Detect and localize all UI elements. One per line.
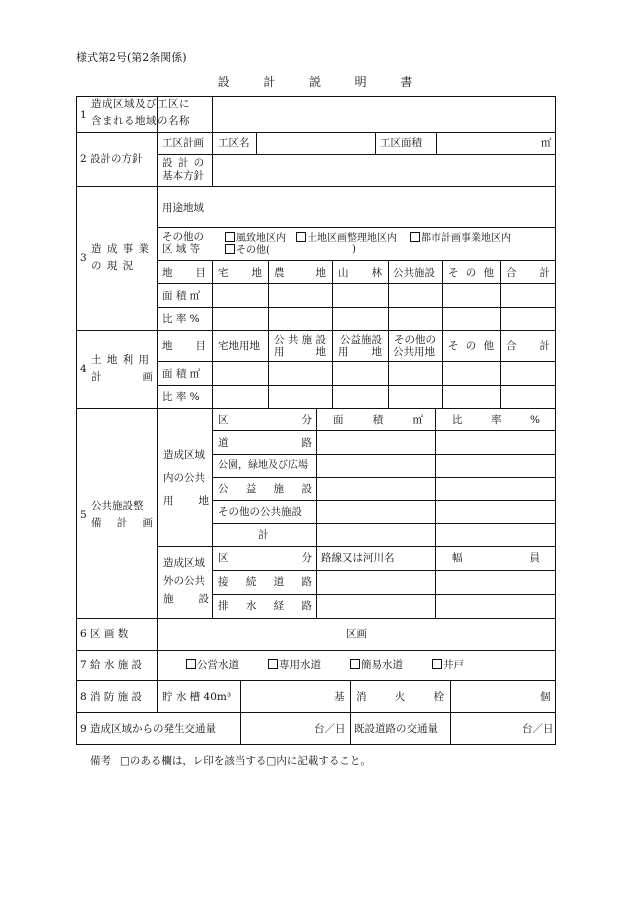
row5-item: その他の公共施設 [218, 506, 302, 518]
checkbox-icon[interactable] [186, 659, 196, 669]
row3-col-header: 合 計 [506, 267, 550, 279]
checkbox-icon[interactable] [410, 232, 420, 242]
title-char: 書 [400, 75, 413, 89]
checkbox-icon[interactable] [268, 659, 278, 669]
row3-label-line1: 造 成 事 業 [91, 243, 151, 255]
row3-area-row-label: 面 積 ㎡ [162, 290, 201, 302]
row7-opt[interactable] [268, 659, 321, 672]
row2-area-label: 工区面積 [380, 137, 422, 149]
row1-label-line2: 含まれる地域の名称 [91, 115, 190, 127]
title-char: 設 [217, 75, 230, 89]
row5-item-total: 計 [258, 529, 269, 541]
opt-label: その他( [236, 245, 270, 256]
opt-label: 都市計画事業地区内 [421, 233, 511, 244]
row3-other-line2: 区 域 等 [162, 243, 201, 255]
opt-label: 公営水道 [197, 659, 239, 671]
opt-label: 専用水道 [279, 659, 321, 671]
row4-number: 4 [80, 363, 87, 375]
row4-area-row-label: 面 積 ㎡ [162, 368, 201, 380]
row4-label-line2: 計 画 [91, 371, 153, 383]
opt-label: 土地区画整理地区内 [307, 233, 397, 244]
row3-opt-readjust[interactable] [296, 232, 397, 246]
row5-outer-item: 排 水 経 路 [218, 600, 312, 612]
row1-input[interactable] [213, 97, 555, 132]
row7-opt[interactable] [350, 659, 403, 672]
row8-hydrant-label: 消 火 栓 [356, 691, 444, 703]
row5-outer-line2: 外の公共 [163, 575, 205, 587]
checkbox-icon[interactable] [225, 232, 235, 242]
row3-opt-other-close: ) [352, 244, 356, 255]
row4-col-header: 宅地用地 [218, 340, 260, 352]
row4-col-header: 公 共 施 設 [274, 334, 327, 346]
row8-tank-unit: 基 [334, 691, 345, 703]
row5-outer-item: 接 続 道 路 [218, 576, 312, 588]
note-text: □のある欄は，レ印を該当する□内に記載すること。 [120, 755, 371, 767]
row5-item: 公 益 施 設 [218, 483, 312, 495]
row3-col-header: そ の 他 [448, 267, 494, 279]
row4-col-header: 公益施設 [340, 334, 382, 346]
row5-header-ratio: 比 率 % [452, 414, 540, 426]
row4-col-header: そ の 他 [448, 340, 494, 352]
row5-outer-header-route: 路線又は河川名 [321, 552, 395, 564]
row5-outer-header-width: 幅 員 [452, 552, 540, 564]
row5-label-line2: 備 計 画 [91, 517, 153, 529]
title-char: 説 [308, 75, 321, 89]
row6-unit: 区画 [346, 628, 367, 640]
row6-label: 6 区 画 数 [80, 628, 129, 640]
row4-col-header: 地 目 [162, 340, 206, 352]
note-label: 備考 [90, 755, 111, 767]
row3-col-header: 地 目 [162, 267, 206, 279]
form-number: 様式第2号(第2条関係) [76, 51, 187, 64]
row2-label: 2 設計の方針 [80, 153, 143, 165]
row7-opt[interactable] [432, 659, 464, 672]
row2-plan-label: 工区計画 [162, 137, 204, 149]
row8-tank-label: 貯 水 槽 40m³ [162, 691, 232, 703]
row4-col-header: 用 地 [274, 346, 326, 358]
row3-col-header: 宅 地 [218, 267, 262, 279]
row7-opt[interactable] [186, 659, 239, 672]
row3-opt-cityplan[interactable] [410, 232, 511, 246]
row2-area-input[interactable] [437, 133, 537, 154]
row3-other-line1: その他の [162, 231, 204, 243]
row5-item: 公園，緑地及び広場 [218, 460, 308, 471]
row9-unit1: 台／日 [314, 723, 346, 735]
checkbox-icon[interactable] [296, 232, 306, 242]
row4-col-header: その他の [394, 334, 436, 346]
row4-col-header: 公共用地 [393, 346, 435, 358]
opt-label: 井戸 [443, 659, 464, 671]
checkbox-icon[interactable] [350, 659, 360, 669]
row5-inner-line1: 造成区域 [163, 449, 205, 461]
row3-number: 3 [80, 252, 87, 264]
row3-col-header: 公共施設 [393, 267, 435, 279]
opt-label: 風致地区内 [236, 233, 286, 244]
row3-col-header: 山 林 [338, 267, 382, 279]
row9-road-label: 既設道路の交通量 [354, 723, 438, 735]
title-char: 計 [263, 75, 276, 89]
row4-col-header: 用 地 [338, 346, 382, 358]
row3-opt-other[interactable] [225, 244, 270, 258]
checkbox-icon[interactable] [225, 244, 235, 254]
row5-header-div: 区 分 [218, 414, 312, 426]
row2-name-label: 工区名 [218, 137, 250, 149]
row3-label-line2: の 現 況 [91, 260, 135, 272]
row5-outer-line3: 施 設 [163, 593, 209, 605]
opt-label: 簡易水道 [361, 659, 403, 671]
row8-hydrant-unit: 個 [540, 691, 551, 703]
row2-basic-line1: 設 計 の [162, 157, 206, 169]
row5-inner-line2: 内の公共 [163, 472, 205, 484]
row5-inner-line3: 用 地 [163, 495, 209, 507]
row3-col-header: 農 地 [274, 267, 326, 279]
row5-label-line1: 公共施設整 [91, 500, 144, 512]
row4-col-header: 合 計 [506, 340, 550, 352]
checkbox-icon[interactable] [432, 659, 442, 669]
row1-number: 1 [80, 109, 87, 121]
row4-ratio-row-label: 比 率 % [162, 391, 200, 403]
row5-header-area: 面 積 ㎡ [333, 414, 423, 426]
row5-outer-line1: 造成区域 [163, 557, 205, 569]
row2-basic-line2: 基本方針 [162, 170, 204, 182]
row5-item: 道 路 [218, 437, 312, 449]
row2-basic-input[interactable] [213, 155, 555, 186]
row1-label-line1: 造成区域及び工区に [91, 98, 190, 110]
row5-outer-header-div: 区 分 [218, 552, 312, 564]
row4-label-line1: 土 地 利 用 [91, 354, 151, 366]
row2-area-unit: ㎡ [541, 137, 552, 149]
row9-unit2: 台／日 [522, 723, 554, 735]
row7-label: 7 給 水 施 設 [80, 659, 143, 671]
row3-ratio-row-label: 比 率 % [162, 313, 200, 325]
row8-label: 8 消 防 施 設 [80, 691, 143, 703]
row3-use-area-input[interactable] [213, 187, 555, 227]
row5-number: 5 [80, 509, 87, 521]
row2-name-input[interactable] [257, 133, 375, 154]
row9-label: 9 造成区域からの発生交通量 [80, 723, 217, 735]
row3-use-area-label: 用途地域 [162, 202, 204, 214]
title-char: 明 [354, 75, 367, 89]
